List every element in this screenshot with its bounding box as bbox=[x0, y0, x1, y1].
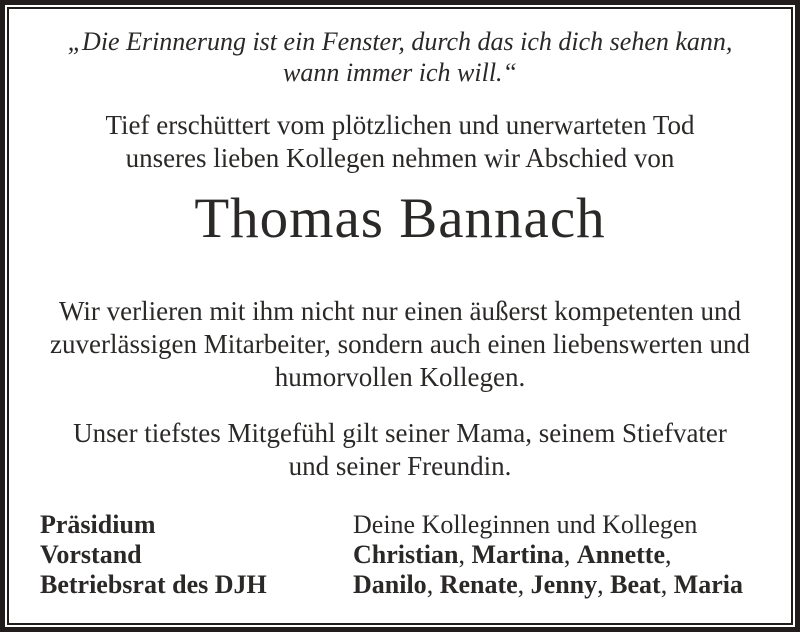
signatory-vorstand: Vorstand bbox=[40, 540, 142, 569]
colleague-name: Beat bbox=[610, 570, 661, 599]
intro-line-2: unseres lieben Kollegen nehmen wir Abschied von bbox=[125, 143, 675, 173]
signature-left-column bbox=[40, 510, 353, 600]
colleague-name: Maria bbox=[673, 570, 743, 599]
colleague-name-lines bbox=[353, 540, 779, 600]
intro-line-1: Tief erschüttert vom plötzlichen und unerwarteten Tod bbox=[105, 110, 695, 140]
signature-right-column bbox=[353, 510, 779, 600]
condolence-paragraph bbox=[9, 417, 791, 483]
quote-line-2: wann immer ich will.“ bbox=[282, 58, 517, 87]
colleague-name: Annette bbox=[576, 540, 665, 569]
frame-inner-rule bbox=[7, 7, 793, 625]
colleague-name: Danilo bbox=[353, 570, 427, 599]
colleague-name: Martina bbox=[471, 540, 564, 569]
condolence-line-1: Unser tiefstes Mitgefühl gilt seiner Mama, seinem Stiefvater bbox=[73, 418, 727, 448]
colleague-name: Christian bbox=[353, 540, 459, 569]
condolence-line-2: und seiner Freundin. bbox=[288, 451, 512, 481]
deceased-name: Thomas Bannach bbox=[194, 187, 606, 250]
tribute-line-3: humorvollen Kollegen. bbox=[274, 362, 526, 392]
colleague-names-line: Danilo, Renate, Jenny, Beat, Maria bbox=[353, 570, 743, 599]
colleague-name: Renate bbox=[439, 570, 518, 599]
quote-line-1: „Die Erinnerung ist ein Fenster, durch das ich dich sehen kann, bbox=[67, 27, 733, 56]
signature-block bbox=[40, 510, 779, 600]
tribute-paragraph bbox=[9, 295, 791, 394]
tribute-line-2: zuverlässigen Mitarbeiter, sondern auch einen liebenswerten und bbox=[50, 329, 750, 359]
colleagues-header: Deine Kolleginnen und Kollegen bbox=[353, 510, 698, 539]
memorial-quote bbox=[9, 26, 791, 88]
tribute-line-1: Wir verlieren mit ihm nicht nur einen äußerst kompetenten und bbox=[59, 296, 741, 326]
colleague-name: Jenny bbox=[530, 570, 598, 599]
colleague-names-line: Christian, Martina, Annette, bbox=[353, 540, 672, 569]
signatory-praesidium: Präsidium bbox=[40, 510, 156, 539]
signatory-betriebsrat: Betriebsrat des DJH bbox=[40, 570, 267, 599]
intro-paragraph bbox=[9, 109, 791, 175]
